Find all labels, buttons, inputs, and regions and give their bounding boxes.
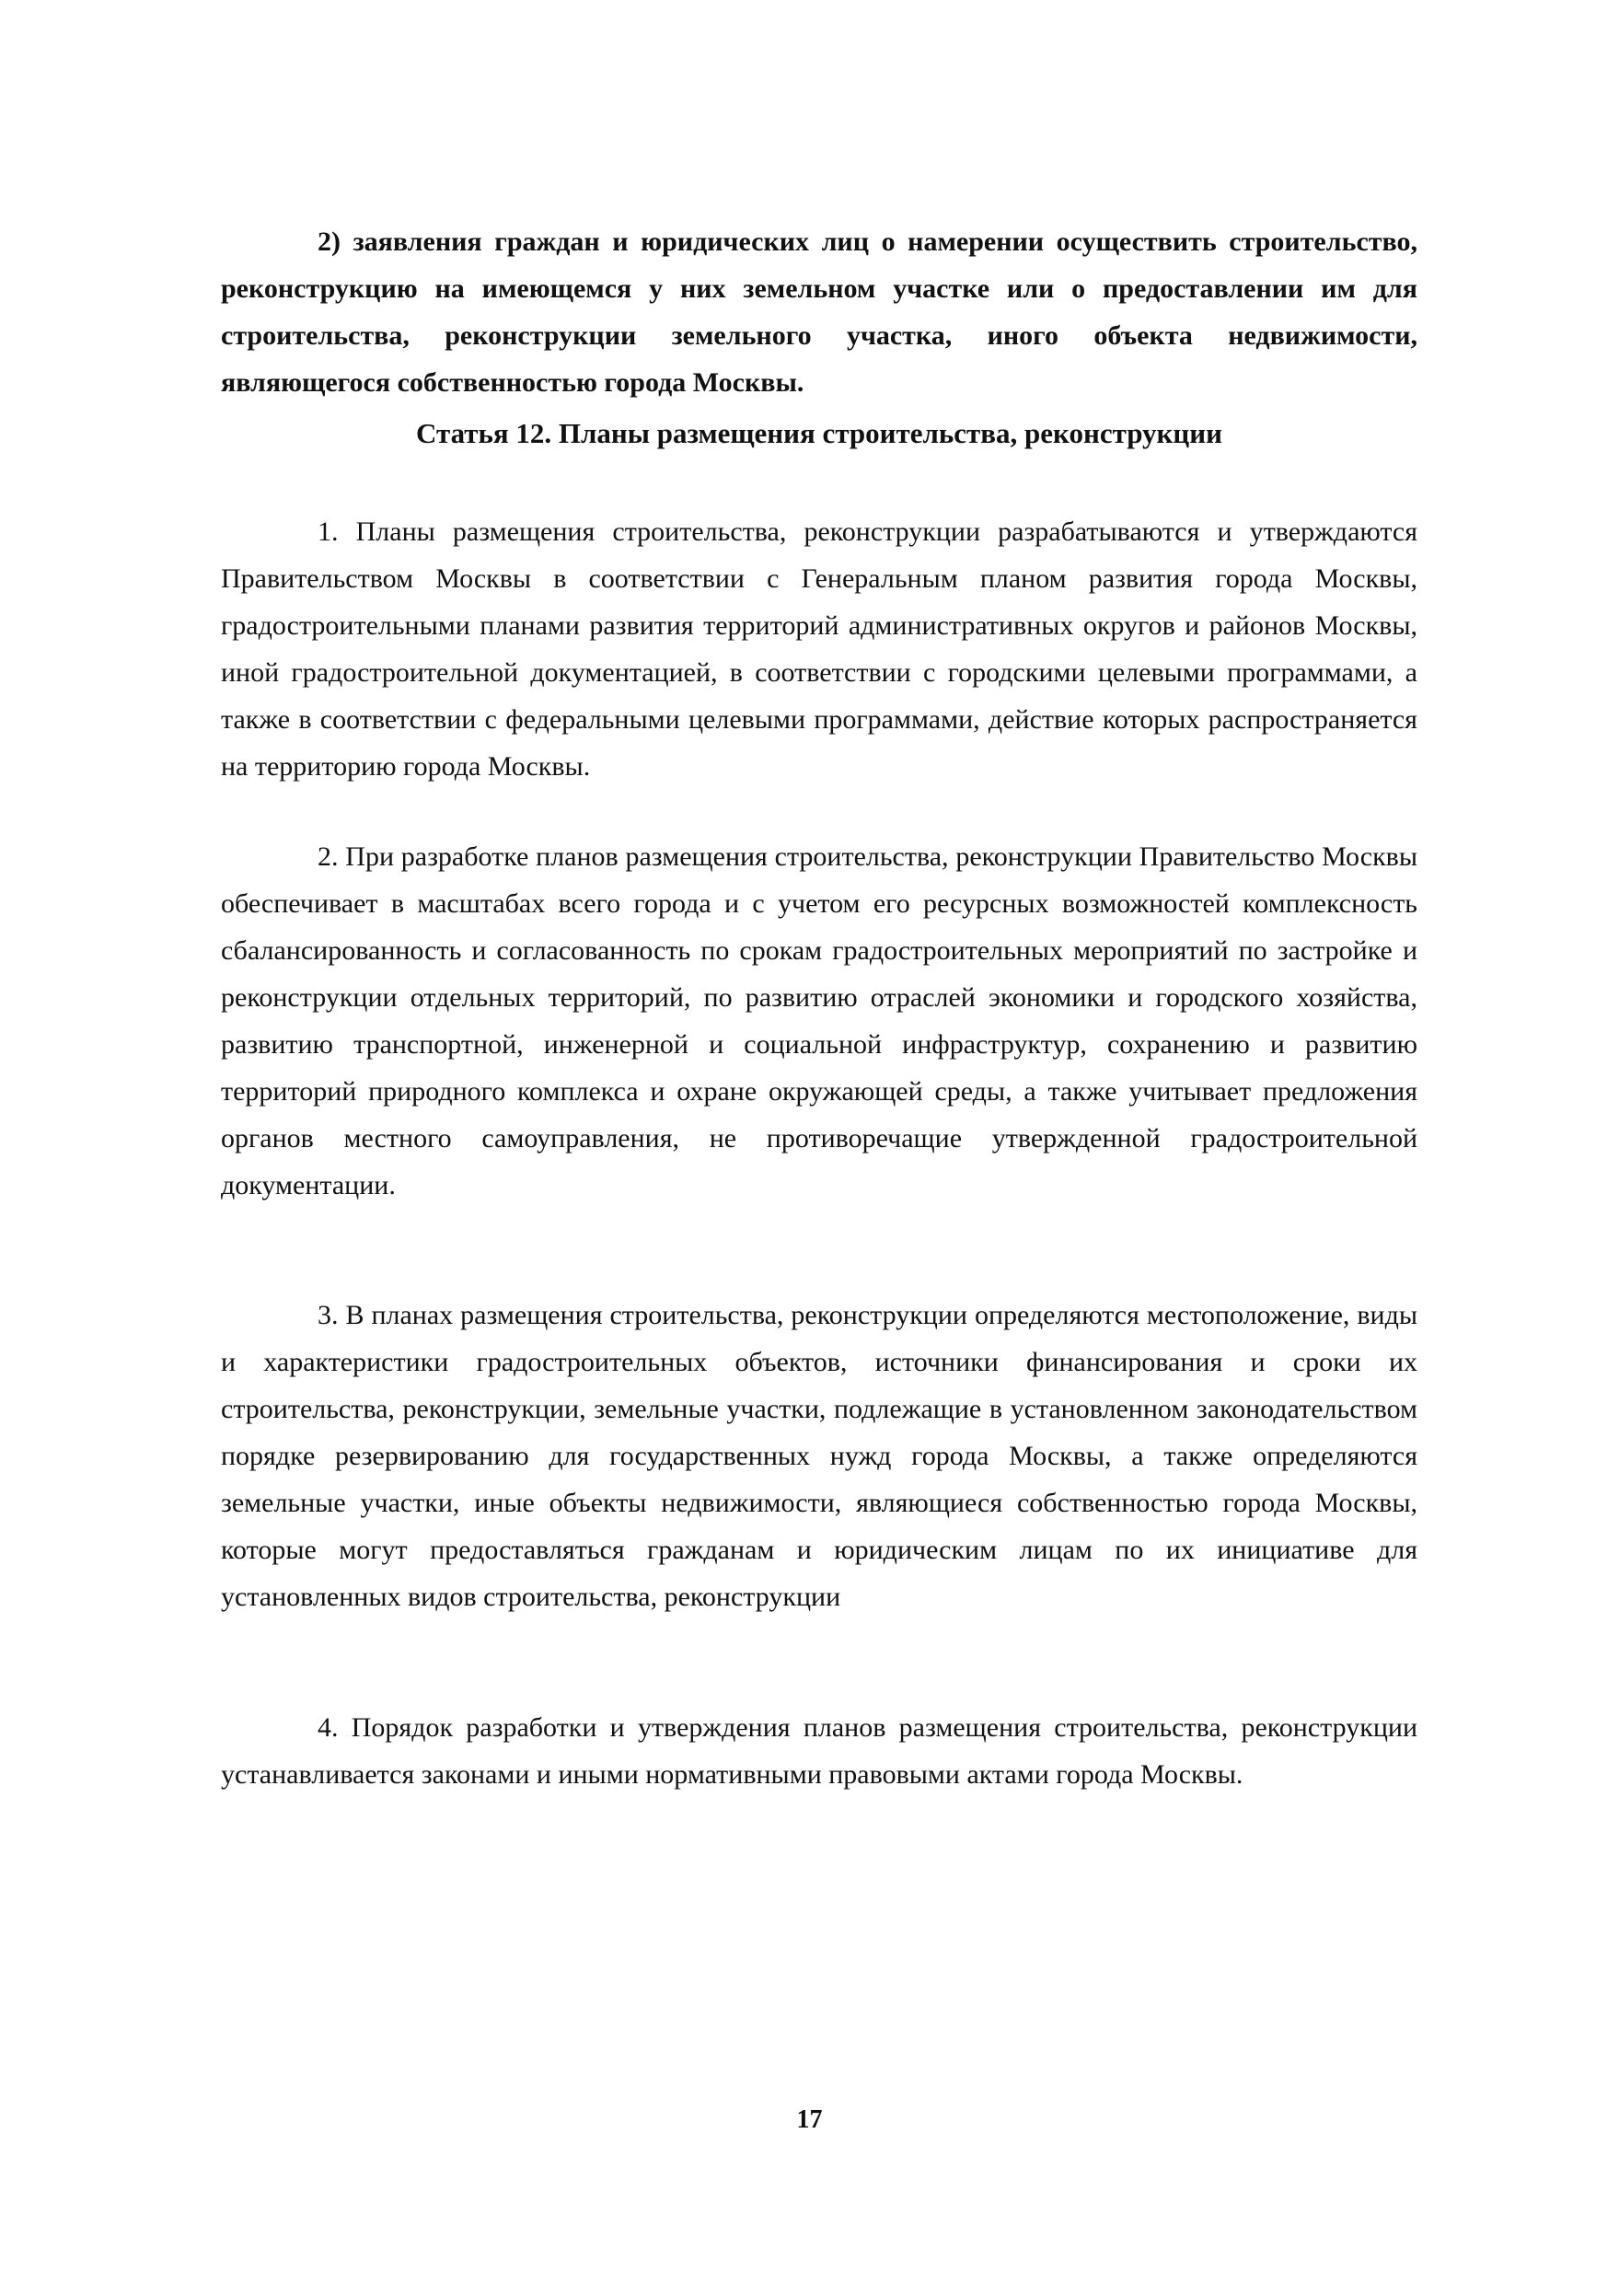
clause-4: 4. Порядок разработки и утверждения планов размещения строительства, реконструкции устанавливается законами и иными нормативными правовыми актами города Москвы. xyxy=(221,1712,1417,1790)
paragraph-intro: 2) заявления граждан и юридических лиц о намерении осуществить строительство, реконструкцию на имеющемся у них земельном участке или о предоставлении им для строительства, реконструкции земельного участка, иного объекта недвижимости, являющегося собственностью города Москвы. xyxy=(221,226,1417,398)
article-heading: Статья 12. Планы размещения строительства, реконструкции xyxy=(416,417,1222,449)
clause-2: 2. При разработке планов размещения строительства, реконструкции Правительство Москвы обеспечивает в масштабах всего города и с учетом его ресурсных возможностей комплексность сбалансированность и согласованность по срокам градостроительных мероприятий по застройке и реконструкции отдельных территорий, по развитию отраслей экономики и городского хозяйства, развитию транспортной, инженерной и социальной инфраструктур, сохранению и развитию территорий природного комплекса и охране окружающей среды, а также учитывает предложения органов местного самоуправления, не противоречащие утвержденной градостроительной документации. xyxy=(221,841,1417,1200)
clause-1: 1. Планы размещения строительства, реконструкции разрабатываются и утверждаются Правительством Москвы в соответствии с Генеральным планом развития города Москвы, градостроительными планами развития территорий административных округов и районов Москвы, иной градостроительной документацией, в соответствии с городскими целевыми программами, а также в соответствии с федеральными целевыми программами, действие которых распространяется на территорию города Москвы. xyxy=(221,516,1417,782)
clause-3: 3. В планах размещения строительства, реконструкции определяются местоположение, виды и характеристики градостроительных объектов, источники финансирования и сроки их строительства, реконструкции, земельные участки, подлежащие в установленном законодательством порядке резервированию для государственных нужд города Москвы, а также определяются земельные участки, иные объекты недвижимости, являющиеся собственностью города Москвы, которые могут предоставляться гражданам и юридическим лицам по их инициативе для установленных видов строительства, реконструкции xyxy=(221,1300,1417,1612)
page-number: 17 xyxy=(796,2105,823,2134)
